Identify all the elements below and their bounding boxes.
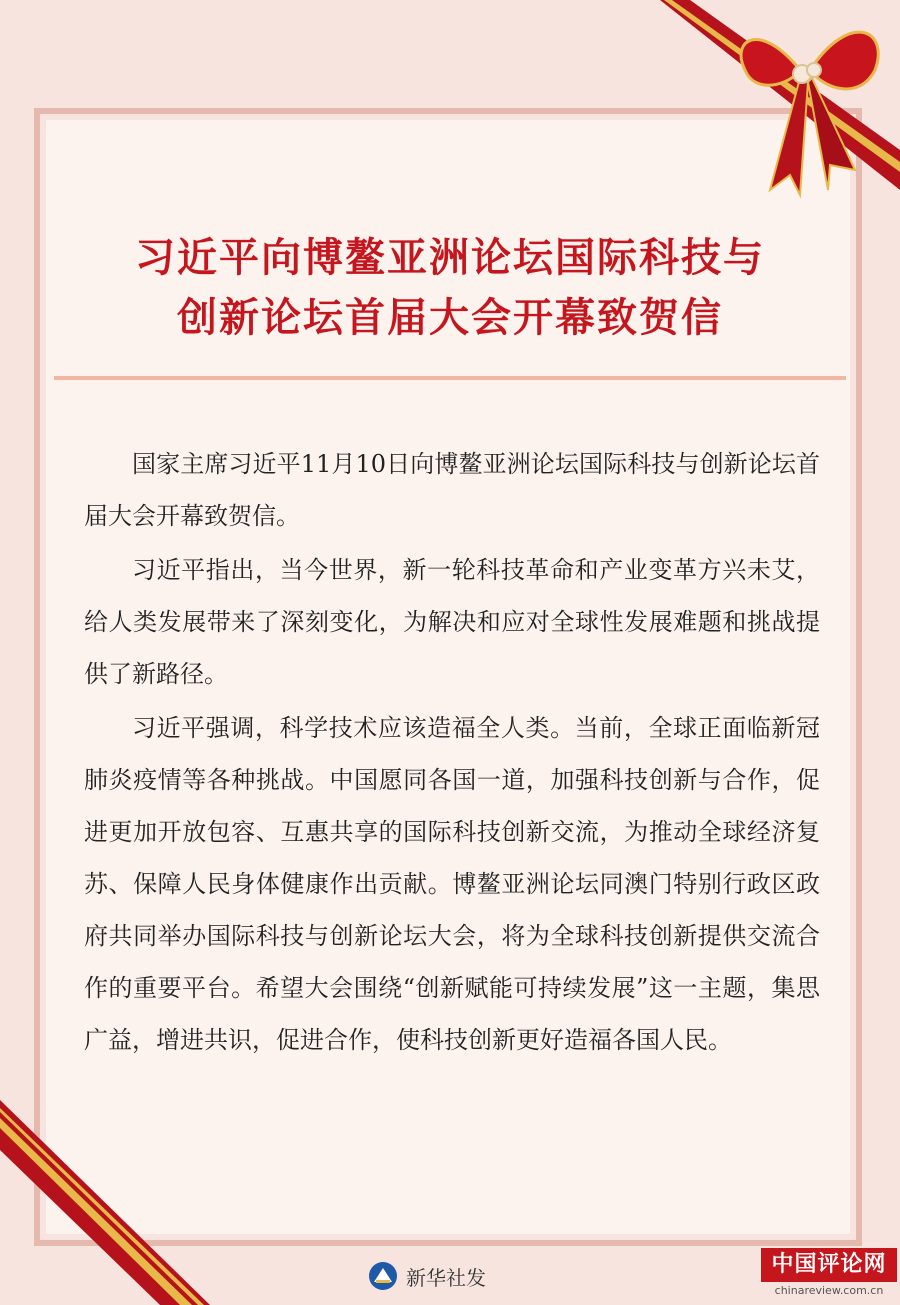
footer-credit <box>368 1258 486 1294</box>
site-watermark <box>761 1248 897 1302</box>
ribbon-bow-icon <box>650 0 900 205</box>
letter-title <box>40 228 860 348</box>
title-divider <box>54 376 846 380</box>
xinhua-logo-icon <box>368 1261 398 1291</box>
title-line-1: 习近平向博鳌亚洲论坛国际科技与 <box>135 235 765 281</box>
paragraph: 习近平强调，科学技术应该造福全人类。当前，全球正面临新冠肺炎疫情等各种挑战。中国愿同各国一道，加强科技创新与合作，促进更加开放包容、互惠共享的国际科技创新交流，为推动全球经济复苏、保障人民身体健康作出贡献。博鳌亚洲论坛同澳门特别行政区政府共同举办国际科技与创新论坛大会，将为全球科技创新提供交流合作的重要平台。希望大会围绕“创新赋能可持续发展”这一主题，集思广益，增进共识，促进合作，使科技创新更好造福各国人民。 <box>84 714 820 1054</box>
watermark-title: 中国评论网 <box>761 1248 897 1282</box>
watermark-url: chinareview.com.cn <box>774 1284 884 1297</box>
paragraph: 习近平指出，当今世界，新一轮科技革命和产业变革方兴未艾，给人类发展带来了深刻变化，为解决和应对全球性发展难题和挑战提供了新路径。 <box>84 556 820 688</box>
title-line-2: 创新论坛首届大会开幕致贺信 <box>177 295 723 341</box>
paragraph: 国家主席习近平11月10日向博鳌亚洲论坛国际科技与创新论坛首届大会开幕致贺信。 <box>84 450 820 530</box>
letter-body <box>84 438 820 1068</box>
credit-text: 新华社发 <box>406 1265 486 1290</box>
ribbon-corner-icon <box>0 1100 210 1305</box>
